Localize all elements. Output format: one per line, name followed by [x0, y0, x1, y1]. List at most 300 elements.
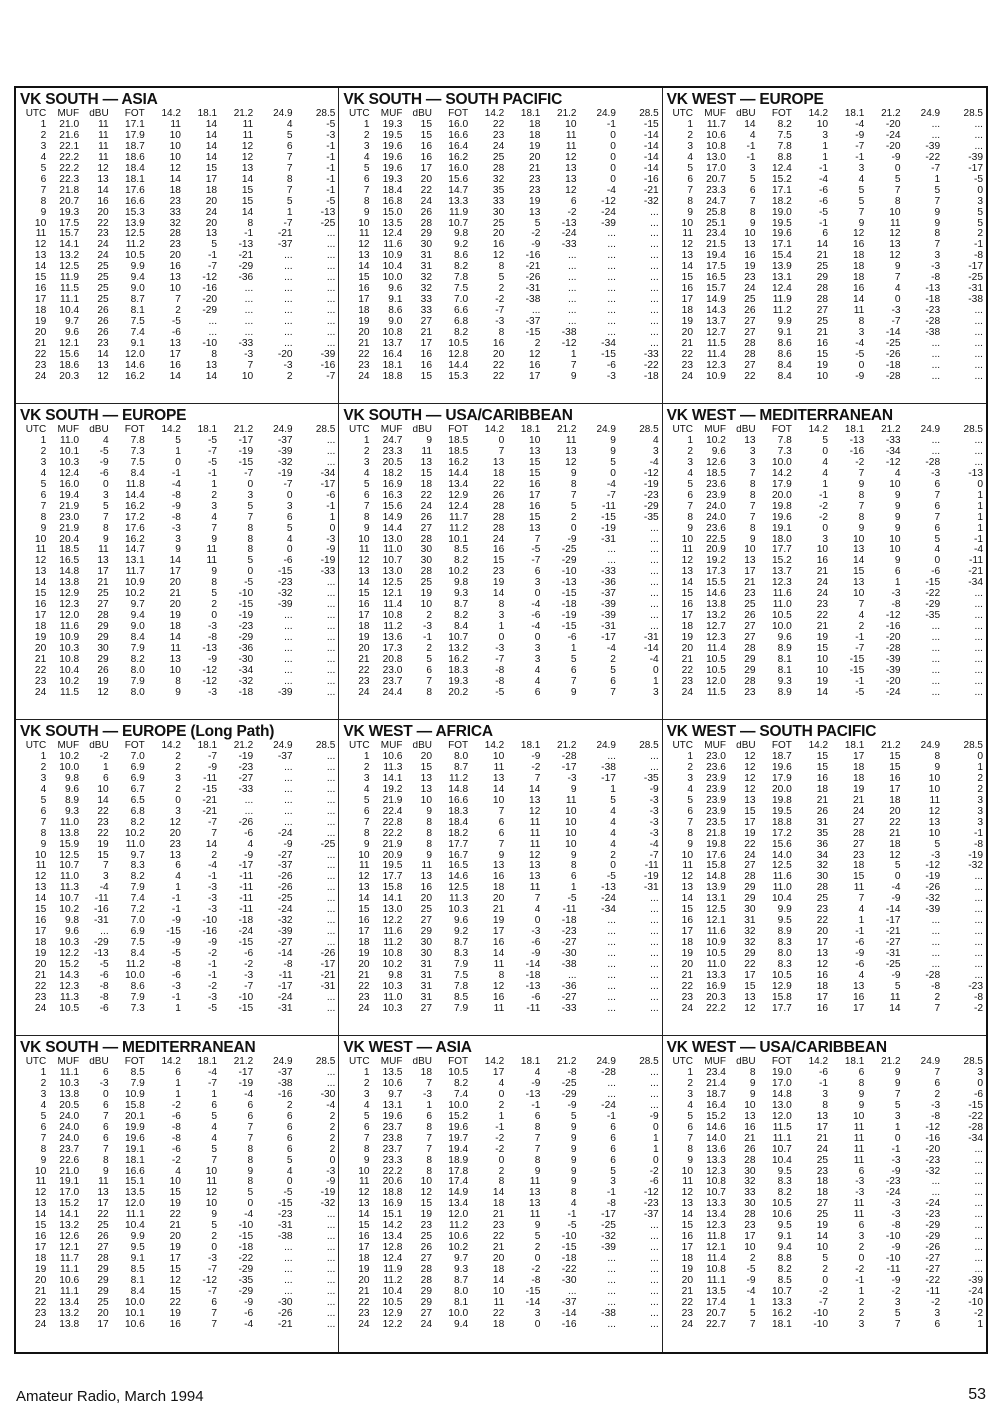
table-row [667, 883, 983, 894]
table-header-row [667, 425, 983, 436]
table-cell: 17.6 [124, 185, 145, 196]
table-cell: -5 [283, 1188, 293, 1199]
table-cell: 4 [363, 1100, 370, 1111]
table-cell: 3 [977, 817, 983, 828]
table-cell: 6 [687, 174, 693, 185]
table-cell: -12 [885, 611, 901, 622]
table-cell: 9 [570, 1177, 577, 1188]
table-row [20, 905, 335, 916]
table-cell: 14.3 [59, 971, 80, 982]
table-cell: -33 [561, 1003, 577, 1014]
table-cell: 3 [858, 163, 865, 174]
table-cell: -31 [93, 916, 109, 927]
table-cell: 7 [40, 501, 47, 512]
table-cell: 14 [681, 578, 693, 589]
table-cell: 11.2 [449, 523, 469, 534]
table-cell: ... [326, 273, 336, 284]
table-cell: 16 [492, 339, 505, 350]
table-cell: 28 [816, 883, 829, 894]
table-cell: 11.4 [706, 349, 726, 360]
table-cell: 6 [286, 1133, 293, 1144]
table-row [20, 807, 335, 818]
table-cell: 17.9 [124, 130, 145, 141]
table-cell: 21 [681, 1287, 693, 1298]
table-cell: -10 [561, 1232, 577, 1243]
table-cell: -10 [238, 1221, 254, 1232]
table-cell: -6 [855, 938, 865, 949]
table-cell: 7 [749, 501, 756, 512]
table-cell: -24 [885, 687, 901, 698]
table-cell: 23 [420, 1221, 432, 1232]
table-row [20, 350, 335, 361]
table-cell: 5 [977, 207, 983, 218]
panel-title: VK WEST — EUROPE [666, 91, 824, 108]
table-cell: 4 [286, 119, 293, 130]
table-cell: 18 [34, 622, 47, 633]
table-cell: -2 [819, 501, 829, 512]
table-cell: 14 [97, 185, 109, 196]
table-cell: 13 [169, 273, 181, 284]
table-cell: 23.9 [706, 795, 726, 806]
column-header: 18.1 [520, 1057, 541, 1067]
table-row [20, 175, 335, 186]
table-cell: ... [650, 1297, 659, 1308]
table-row [343, 436, 658, 447]
table-cell: 26 [744, 611, 756, 622]
table-cell: 27 [744, 633, 756, 644]
column-header: 24.9 [596, 1057, 616, 1067]
table-cell: 11.2 [383, 622, 403, 633]
table-cell: 9 [363, 523, 370, 534]
table-cell: 27 [420, 523, 432, 534]
table-cell: 17 [97, 567, 109, 578]
table-row [667, 1101, 983, 1112]
table-cell: -39 [885, 665, 901, 676]
table-row [667, 524, 983, 535]
table-cell: 17 [358, 1243, 370, 1254]
table-cell: -5 [973, 174, 983, 185]
table-cell: ... [326, 817, 336, 828]
table-row [343, 186, 658, 197]
table-cell: 25.1 [706, 218, 726, 229]
table-cell: -13 [561, 578, 577, 589]
table-row [20, 774, 335, 785]
table-cell: 8.0 [130, 687, 145, 698]
table-row [343, 1079, 658, 1090]
table-cell: 12.3 [706, 360, 726, 371]
table-cell: 8.6 [130, 981, 145, 992]
table-cell: 11.4 [383, 600, 403, 611]
table-cell: 23.7 [382, 676, 403, 687]
table-cell: 8 [687, 196, 693, 207]
table-cell: -8 [931, 981, 941, 992]
table-cell: 10.1 [59, 446, 80, 457]
table-cell: 1 [570, 349, 577, 360]
table-cell: 6 [103, 1133, 109, 1144]
table-cell: -37 [601, 589, 616, 600]
table-cell: 5 [286, 130, 293, 141]
table-cell: 8 [363, 1144, 370, 1155]
table-cell: 12 [241, 152, 254, 163]
table-cell: 15.6 [772, 839, 792, 850]
table-cell: 9 [40, 839, 47, 850]
table-cell: -19 [320, 1188, 336, 1199]
table-cell: 20 [169, 578, 181, 589]
table-cell: -3 [891, 1210, 901, 1221]
table-cell: 16 [529, 501, 541, 512]
table-cell: -15 [277, 1199, 293, 1210]
table-cell: -7 [283, 479, 293, 490]
table-row [20, 317, 335, 328]
column-header: UTC [25, 741, 47, 751]
table-cell: -8 [931, 273, 941, 284]
table-cell: 11 [98, 152, 109, 163]
table-cell: 10 [358, 534, 370, 545]
table-cell: 21 [816, 567, 829, 578]
table-cell: 23.4 [706, 1067, 726, 1078]
table-row [20, 1101, 335, 1112]
table-cell: 15.8 [382, 883, 403, 894]
table-cell: 16 [853, 240, 865, 251]
table-cell: 2 [498, 1166, 505, 1177]
table-row [667, 1243, 983, 1254]
table-cell: 19 [34, 949, 47, 960]
table-cell: 7 [570, 676, 577, 687]
table-cell: 7.4 [453, 1089, 469, 1100]
table-cell: 12.9 [382, 1308, 403, 1319]
table-cell: ... [284, 806, 293, 817]
table-cell: 23.7 [59, 1144, 80, 1155]
table-cell: 26 [492, 490, 505, 501]
table-cell: 16.6 [124, 1166, 145, 1177]
table-cell: -1 [326, 141, 336, 152]
table-row [20, 1145, 335, 1156]
table-cell: 15.9 [59, 839, 80, 850]
table-cell: 22.2 [382, 828, 403, 839]
table-cell: 26 [97, 328, 109, 339]
table-cell: 15 [816, 762, 829, 773]
table-cell: 19 [681, 1265, 693, 1276]
table-cell: 8 [687, 1144, 693, 1155]
table-cell: 0 [610, 468, 616, 479]
table-cell: 20 [681, 960, 693, 971]
table-cell: 5 [858, 185, 865, 196]
table-cell: 11 [853, 1199, 865, 1210]
table-cell: -15 [166, 927, 181, 938]
table-cell: 10.0 [124, 971, 145, 982]
table-cell: 23.7 [382, 1144, 403, 1155]
table-row [20, 502, 335, 513]
table-cell: 25 [97, 589, 109, 600]
table-cell: 10.0 [448, 1308, 469, 1319]
table-cell: 6.6 [453, 306, 469, 317]
table-cell: 15 [34, 905, 47, 916]
table-cell: 17 [681, 295, 693, 306]
column-header: 28.5 [963, 109, 983, 119]
table-cell: 18 [853, 251, 865, 262]
table-row [20, 120, 335, 131]
table-cell: ... [568, 306, 577, 317]
table-cell: 33 [169, 207, 181, 218]
table-cell: -16 [277, 1089, 293, 1100]
table-cell: -32 [925, 1166, 941, 1177]
table-cell: 23 [744, 273, 756, 284]
table-cell: 4 [363, 152, 370, 163]
table-cell: -12 [202, 273, 218, 284]
table-cell: -8 [171, 1122, 181, 1133]
table-cell: 11 [206, 545, 218, 556]
table-row [343, 785, 658, 796]
table-cell: -9 [531, 240, 541, 251]
table-cell: 20.9 [706, 545, 726, 556]
table-cell: -3 [567, 773, 577, 784]
panel-title: VK SOUTH — EUROPE (Long Path) [20, 723, 275, 740]
table-cell: 20 [492, 1254, 505, 1265]
column-header: MUF [380, 741, 403, 751]
table-cell: 31 [816, 817, 829, 828]
table-cell: 32 [420, 284, 432, 295]
table-row [20, 960, 335, 971]
table-cell: -24 [601, 894, 616, 905]
table-cell: -14 [885, 328, 901, 339]
table-cell: 10 [928, 773, 941, 784]
table-cell: -3 [931, 262, 941, 273]
table-cell: -3 [171, 523, 181, 534]
table-cell: 18 [853, 762, 865, 773]
table-cell: 8 [247, 218, 254, 229]
table-cell: ... [974, 306, 983, 317]
frequency-table [343, 1057, 658, 1331]
table-cell: 6 [534, 567, 541, 578]
table-cell: 20 [492, 229, 505, 240]
column-header: 24.9 [920, 741, 941, 751]
prediction-panel [339, 720, 662, 1036]
table-cell: 18 [492, 1265, 505, 1276]
table-cell: 7.3 [130, 1003, 145, 1014]
table-cell: 10 [928, 828, 941, 839]
table-row [667, 949, 983, 960]
table-cell: 8.7 [453, 938, 469, 949]
table-cell: 9 [894, 490, 901, 501]
table-row [343, 1156, 658, 1167]
table-cell: 2 [175, 762, 181, 773]
table-cell: ... [607, 295, 616, 306]
table-cell: 10 [420, 795, 432, 806]
table-cell: 17.1 [772, 240, 792, 251]
table-row [20, 1188, 335, 1199]
column-header: dBU [412, 1057, 432, 1067]
table-cell: ... [284, 295, 293, 306]
table-cell: -4 [207, 861, 218, 872]
table-row [20, 491, 335, 502]
table-cell: 10.1 [124, 1308, 145, 1319]
table-cell: 15 [205, 163, 218, 174]
table-cell: -1 [819, 218, 829, 229]
table-cell: ... [326, 872, 336, 883]
table-cell: 13 [420, 457, 432, 468]
table-cell: -3 [891, 1155, 901, 1166]
table-cell: 4 [858, 971, 865, 982]
table-cell: -39 [277, 600, 293, 611]
table-cell: 21.0 [59, 119, 80, 130]
column-header: MUF [57, 1057, 80, 1067]
table-cell: 12 [34, 872, 47, 883]
table-row [343, 164, 658, 175]
table-cell: 16.2 [448, 457, 469, 468]
table-row [343, 273, 658, 284]
table-cell: 16.9 [706, 981, 726, 992]
table-cell: 21 [744, 1133, 756, 1144]
table-cell: 6.9 [130, 762, 145, 773]
table-cell: 19.2 [382, 784, 403, 795]
table-cell: ... [650, 229, 659, 240]
table-row [343, 872, 658, 883]
table-cell: 13 [358, 567, 370, 578]
table-cell: 17.4 [448, 1177, 469, 1188]
table-cell: ... [607, 949, 616, 960]
table-cell: 11 [682, 1177, 693, 1188]
table-cell: ... [208, 328, 218, 339]
column-header: 21.2 [881, 109, 901, 119]
table-cell: 22 [681, 981, 693, 992]
table-cell: 16.4 [706, 1100, 726, 1111]
table-cell: 9 [570, 371, 577, 382]
table-cell: -37 [277, 861, 293, 872]
table-cell: 2 [610, 655, 616, 666]
table-cell: 2 [534, 339, 541, 350]
table-cell: 11 [565, 141, 577, 152]
table-cell: 18 [205, 185, 218, 196]
table-cell: 22 [681, 1297, 693, 1308]
table-cell: 22 [97, 1210, 109, 1221]
table-cell: 8.2 [777, 1188, 792, 1199]
table-cell: 33 [744, 1188, 756, 1199]
table-cell: 5 [363, 479, 370, 490]
table-cell: 12 [529, 349, 541, 360]
table-cell: -24 [277, 905, 293, 916]
table-cell: 8 [570, 1188, 577, 1199]
table-cell: 4 [363, 468, 370, 479]
table-cell: 17 [358, 927, 370, 938]
table-cell: 9 [211, 534, 218, 545]
table-cell: -3 [207, 687, 218, 698]
table-cell: -25 [885, 960, 901, 971]
table-cell: 11.9 [383, 1265, 403, 1276]
table-cell: 24 [681, 687, 693, 698]
table-cell: 12.7 [706, 328, 726, 339]
table-cell: 6 [286, 1111, 293, 1122]
table-cell: 3 [363, 457, 370, 468]
table-row [667, 1177, 983, 1188]
table-row [20, 219, 335, 230]
table-cell: 6 [570, 196, 577, 207]
table-cell: 15 [34, 589, 47, 600]
table-cell: 2 [977, 784, 983, 795]
table-cell: 31 [420, 251, 432, 262]
table-cell: 13 [97, 1188, 109, 1199]
table-cell: -37 [277, 1067, 293, 1078]
table-row [343, 229, 658, 240]
table-row [20, 578, 335, 589]
table-cell: 2 [286, 371, 293, 382]
table-row [667, 339, 983, 350]
table-cell: 22.5 [706, 534, 726, 545]
table-cell: 6 [610, 1122, 616, 1133]
prediction-panel [339, 88, 662, 404]
table-cell: 21 [492, 905, 505, 916]
table-cell: 12.8 [382, 1243, 403, 1254]
table-cell: 15 [889, 751, 901, 762]
table-cell: 14 [816, 240, 829, 251]
prediction-panel [663, 720, 986, 1036]
table-cell: 31 [420, 992, 432, 1003]
table-cell: 13.3 [706, 1155, 726, 1166]
table-cell: 15.1 [382, 1210, 403, 1221]
table-cell: 29 [97, 655, 109, 666]
table-cell: 7 [103, 512, 109, 523]
table-cell: 13 [97, 174, 109, 185]
table-row [20, 284, 335, 295]
table-cell: -16 [320, 360, 336, 371]
table-cell: 4 [687, 468, 693, 479]
table-row [343, 829, 658, 840]
table-cell: 10.2 [382, 960, 403, 971]
table-cell: 24 [816, 578, 829, 589]
table-cell: -20 [885, 141, 901, 152]
table-cell: 17 [34, 927, 47, 938]
table-cell: 16 [34, 284, 47, 295]
table-cell: 7 [858, 468, 865, 479]
table-cell: 13 [169, 850, 181, 861]
table-cell: 11.9 [449, 207, 469, 218]
table-cell: 33 [420, 295, 432, 306]
table-cell: -23 [643, 1199, 659, 1210]
table-cell: -1 [171, 992, 181, 1003]
table-cell: -36 [238, 273, 254, 284]
table-cell: 21 [529, 163, 541, 174]
table-cell: 14 [853, 295, 865, 306]
table-cell: 24.7 [382, 435, 403, 446]
table-cell: ... [568, 284, 577, 295]
table-cell: 8.6 [777, 349, 792, 360]
table-cell: -3 [244, 971, 254, 982]
table-cell: 6 [934, 523, 941, 534]
table-cell: 13.4 [382, 1232, 403, 1243]
table-row [667, 153, 983, 164]
column-header: 21.2 [557, 1057, 577, 1067]
table-cell: 7 [286, 163, 293, 174]
table-cell: ... [326, 446, 336, 457]
table-cell: -5 [531, 545, 541, 556]
table-cell: 3 [40, 773, 47, 784]
table-cell: -25 [320, 218, 336, 229]
table-cell: ... [284, 633, 293, 644]
table-row [343, 578, 658, 589]
table-cell: 29 [97, 1265, 109, 1276]
table-cell: 11.6 [706, 927, 726, 938]
table-cell: 10.9 [382, 251, 403, 262]
table-cell: -14 [643, 141, 659, 152]
table-row [667, 350, 983, 361]
table-cell: 9 [749, 1078, 756, 1089]
table-row [667, 861, 983, 872]
table-cell: 1 [329, 512, 336, 523]
table-cell: 16 [97, 196, 109, 207]
table-row [343, 513, 658, 524]
table-cell: ... [974, 317, 983, 328]
table-cell: 18 [816, 1177, 829, 1188]
table-cell: 21.9 [382, 839, 403, 850]
